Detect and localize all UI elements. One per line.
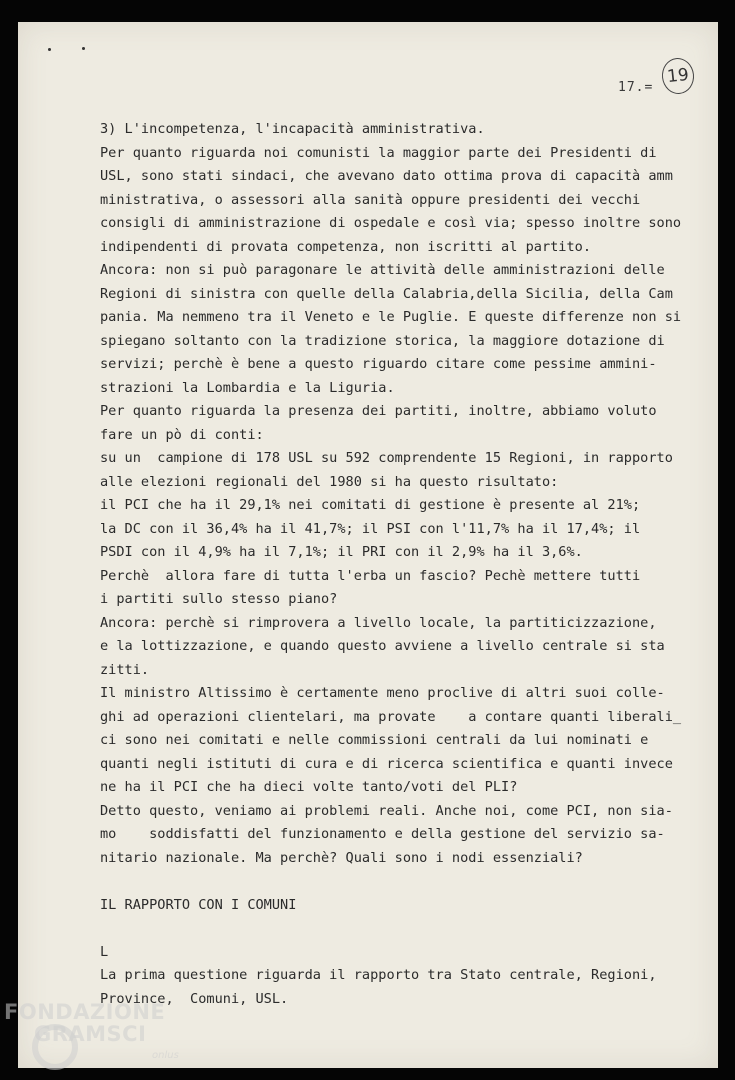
text-line: servizi; perchè è bene a questo riguardo citare come pessime ammini- — [100, 356, 657, 372]
spacer — [100, 870, 700, 894]
document-body — [100, 118, 700, 1011]
text-line: Ancora: non si può paragonare le attività delle amministrazioni delle — [100, 262, 665, 278]
text-line: Regioni di sinistra con quelle della Calabria,della Sicilia, della Cam — [100, 285, 673, 302]
text-line: zitti. — [100, 661, 150, 678]
text-line: Per quanto riguarda la presenza dei partiti, inoltre, abbiamo voluto — [100, 403, 657, 419]
text-line: strazioni la Lombardia e la Liguria. — [100, 379, 395, 396]
watermark-suffix: onlus — [152, 1050, 179, 1061]
text-line: mo soddisfatti del funzionamento e della gestione del servizio sa- — [100, 826, 665, 842]
text-line: Per quanto riguarda noi comunisti la maggior parte dei Presidenti di — [100, 144, 657, 161]
document-page — [18, 22, 718, 1068]
text-line: USL, sono stati sindaci, che avevano dato ottima prova di capacità amm — [100, 168, 673, 184]
watermark-line-2: GRAMSCI — [34, 1022, 147, 1046]
text-line: Province, Comuni, USL. — [100, 990, 289, 1007]
text-line: e la lottizzazione, e quando questo avviene a livello centrale si sta — [100, 638, 665, 654]
folio-number: 19 — [666, 64, 690, 88]
text-line: la DC con il 36,4% ha il 41,7%; il PSI con l'11,7% ha il 17,4%; il — [100, 520, 641, 537]
text-line: ghi ad operazioni clientelari, ma provate a contare quanti liberali_ — [100, 708, 682, 725]
text-line: il PCI che ha il 29,1% nei comitati di gestione è presente al 21%; — [100, 497, 641, 513]
watermark-line-1: FONDAZIONE — [4, 1000, 166, 1024]
page-number: 17.= — [618, 80, 654, 95]
text-line: alle elezioni regionali del 1980 si ha questo risultato: — [100, 473, 559, 490]
text-line: consigli di amministrazione di ospedale e così via; spesso inoltre sono — [100, 215, 682, 231]
text-line: La prima questione riguarda il rapporto tra Stato centrale, Regioni, — [100, 967, 657, 983]
section-title: IL RAPPORTO CON I COMUNI — [100, 896, 297, 913]
text-line: i partiti sullo stesso piano? — [100, 591, 338, 607]
folio-number-stamp — [660, 56, 696, 95]
text-line: nitario nazionale. Ma perchè? Quali sono i nodi essenziali? — [100, 849, 583, 866]
text-line: Il ministro Altissimo è certamente meno proclive di altri suoi colle- — [100, 685, 665, 701]
text-line: Perchè allora fare di tutta l'erba un fascio? Pechè mettere tutti — [100, 567, 641, 584]
text-line: PSDI con il 4,9% ha il 7,1%; il PRI con il 2,9% ha il 3,6%. — [100, 544, 583, 560]
text-line: quanti negli istituti di cura e di ricerca scientifica e quanti invece — [100, 755, 673, 772]
spacer — [100, 917, 700, 941]
punch-mark — [48, 48, 51, 51]
text-line: su un campione di 178 USL su 592 comprendente 15 Regioni, in rapporto — [100, 450, 673, 466]
text-line: ci sono nei comitati e nelle commissioni centrali da lui nominati e — [100, 732, 649, 748]
text-line: spiegano soltanto con la tradizione storica, la maggiore dotazione di — [100, 332, 665, 349]
text-line: indipendenti di provata competenza, non iscritti al partito. — [100, 238, 592, 255]
text-line: ministrativa, o assessori alla sanità oppure presidenti dei vecchi — [100, 191, 641, 208]
stray-mark: L — [100, 943, 109, 960]
text-line: ne ha il PCI che ha dieci volte tanto/voti del PLI? — [100, 779, 518, 795]
text-line: Detto questo, veniamo ai problemi reali. Anche noi, come PCI, non sia- — [100, 802, 673, 819]
text-line: pania. Ma nemmeno tra il Veneto e le Puglie. E queste differenze non si — [100, 309, 682, 325]
text-line: 3) L'incompetenza, l'incapacità amministrativa. — [100, 121, 485, 137]
text-line: fare un pò di conti: — [100, 426, 264, 443]
text-line: Ancora: perchè si rimprovera a livello locale, la partiticizzazione, — [100, 614, 657, 631]
archive-watermark — [4, 1000, 204, 1080]
punch-mark — [82, 47, 85, 50]
